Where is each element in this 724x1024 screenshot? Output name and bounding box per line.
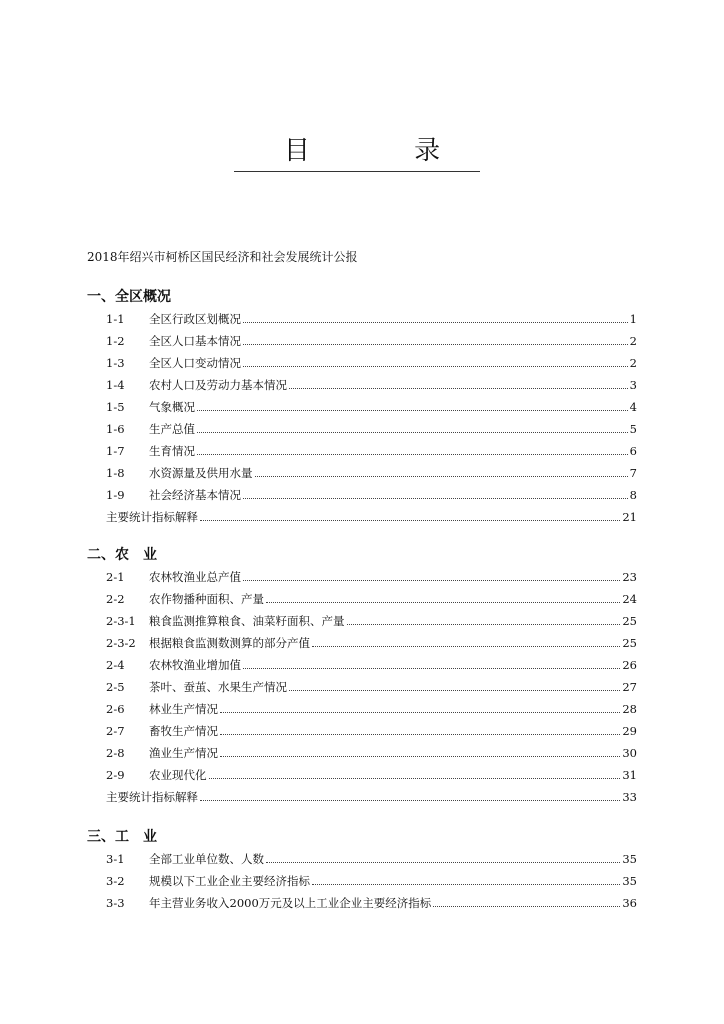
dot-leader (347, 624, 621, 625)
dot-leader (243, 322, 628, 323)
toc-entry-number: 1-1 (106, 312, 125, 326)
dot-leader (255, 476, 628, 477)
toc-entry-number: 1-6 (106, 422, 125, 436)
toc-entry-page: 25 (622, 636, 637, 650)
toc-entry-page: 7 (629, 466, 637, 480)
toc-entry-page: 25 (622, 614, 637, 628)
dot-leader (197, 432, 628, 433)
toc-entry-label: 生育情况 (149, 444, 195, 458)
toc-entry-number: 2-1 (106, 570, 125, 584)
toc-entry-page: 30 (622, 746, 637, 760)
toc-entry-label: 畜牧生产情况 (149, 724, 218, 738)
toc-entry-label: 水资源量及供用水量 (149, 466, 253, 480)
toc-entry-number: 2-7 (106, 724, 125, 738)
toc-entry-number: 2-2 (106, 592, 125, 606)
toc-entry-page: 3 (629, 378, 637, 392)
dot-leader (266, 602, 620, 603)
toc-entry-label: 社会经济基本情况 (149, 488, 241, 502)
dot-leader (243, 580, 620, 581)
toc-entry-number: 1-2 (106, 334, 125, 348)
toc-entry-label: 全区人口变动情况 (149, 356, 241, 370)
dot-leader (243, 498, 628, 499)
toc-entry-label: 生产总值 (149, 422, 195, 436)
toc-entry-label: 林业生产情况 (149, 702, 218, 716)
toc-entry-page: 28 (622, 702, 637, 716)
toc-entry[interactable] (106, 418, 637, 436)
toc-entry-page: 35 (622, 852, 637, 866)
toc-entry-label: 全区行政区划概况 (149, 312, 241, 326)
toc-entry[interactable] (106, 330, 637, 348)
toc-entry[interactable] (106, 720, 637, 738)
section-heading: 三、工 业 (87, 829, 157, 845)
dot-leader (266, 862, 620, 863)
dot-leader (197, 454, 628, 455)
toc-entry-number: 1-9 (106, 488, 125, 502)
toc-entry-page: 23 (622, 570, 637, 584)
toc-entry-page: 26 (622, 658, 637, 672)
toc-entry[interactable] (106, 892, 637, 910)
toc-entry-label: 农业现代化 (149, 768, 207, 782)
toc-entry-label: 粮食监测推算粮食、油菜籽面积、产量 (149, 614, 345, 628)
toc-entry-number: 3-3 (106, 896, 125, 910)
dot-leader (433, 906, 620, 907)
toc-entry[interactable] (106, 610, 637, 628)
toc-entry-page: 31 (622, 768, 637, 782)
dot-leader (220, 734, 620, 735)
toc-entry-number: 2-4 (106, 658, 125, 672)
toc-entry-label: 主要统计指标解释 (106, 510, 198, 524)
toc-entry-number: 2-9 (106, 768, 125, 782)
dot-leader (243, 668, 620, 669)
toc-entry-number: 2-3-1 (106, 614, 136, 628)
toc-entry[interactable] (106, 462, 637, 480)
section-heading: 二、农 业 (87, 547, 157, 563)
toc-entry[interactable] (106, 440, 637, 458)
toc-entry-label: 全部工业单位数、人数 (149, 852, 264, 866)
toc-entry-page: 24 (622, 592, 637, 606)
toc-entry[interactable] (106, 484, 637, 502)
dot-leader (243, 366, 628, 367)
toc-entry-page: 8 (629, 488, 637, 502)
title-underline (234, 171, 480, 172)
toc-entry-label: 气象概况 (149, 400, 195, 414)
toc-entry-label: 根据粮食监测数测算的部分产值 (149, 636, 310, 650)
toc-entry-page: 6 (629, 444, 637, 458)
section-heading: 一、全区概况 (87, 289, 171, 305)
toc-entry-number: 1-3 (106, 356, 125, 370)
toc-entry-page: 33 (622, 790, 637, 804)
toc-entry[interactable] (106, 698, 637, 716)
dot-leader (200, 800, 620, 801)
toc-entry[interactable] (106, 870, 637, 888)
intro-line: 2018年绍兴市柯桥区国民经济和社会发展统计公报 (87, 250, 358, 264)
dot-leader (209, 778, 621, 779)
toc-entry-page: 35 (622, 874, 637, 888)
toc-entry[interactable] (106, 786, 637, 804)
toc-entry[interactable] (106, 374, 637, 392)
toc-entry-page: 29 (622, 724, 637, 738)
toc-entry-label: 主要统计指标解释 (106, 790, 198, 804)
toc-entry-label: 渔业生产情况 (149, 746, 218, 760)
toc-entry-label: 规模以下工业企业主要经济指标 (149, 874, 310, 888)
toc-entry[interactable] (106, 308, 637, 326)
toc-entry[interactable] (106, 588, 637, 606)
toc-entry-label: 农林牧渔业总产值 (149, 570, 241, 584)
toc-entry-page: 27 (622, 680, 637, 694)
toc-entry-label: 农村人口及劳动力基本情况 (149, 378, 287, 392)
dot-leader (220, 712, 620, 713)
toc-entry[interactable] (106, 848, 637, 866)
dot-leader (312, 884, 620, 885)
toc-entry-number: 2-5 (106, 680, 125, 694)
toc-entry[interactable] (106, 352, 637, 370)
toc-entry-number: 1-8 (106, 466, 125, 480)
dot-leader (289, 690, 620, 691)
toc-entry[interactable] (106, 742, 637, 760)
dot-leader (220, 756, 620, 757)
dot-leader (289, 388, 628, 389)
dot-leader (243, 344, 628, 345)
toc-entry[interactable] (106, 676, 637, 694)
toc-entry-page: 36 (622, 896, 637, 910)
toc-entry-number: 2-8 (106, 746, 125, 760)
toc-entry[interactable] (106, 566, 637, 584)
toc-entry-label: 农林牧渔业增加值 (149, 658, 241, 672)
toc-entry[interactable] (106, 396, 637, 414)
toc-entry[interactable] (106, 632, 637, 650)
toc-entry-page: 2 (629, 356, 637, 370)
page-title: 目 录 (283, 136, 489, 166)
toc-entry-number: 2-3-2 (106, 636, 136, 650)
toc-entry-page: 4 (629, 400, 637, 414)
toc-entry[interactable] (106, 654, 637, 672)
dot-leader (200, 520, 620, 521)
toc-entry-number: 1-7 (106, 444, 125, 458)
toc-entry-label: 年主营业务收入2000万元及以上工业企业主要经济指标 (149, 896, 432, 910)
toc-entry[interactable] (106, 506, 637, 524)
toc-entry-page: 1 (629, 312, 637, 326)
toc-entry-number: 2-6 (106, 702, 125, 716)
toc-entry-number: 1-4 (106, 378, 125, 392)
toc-entry[interactable] (106, 764, 637, 782)
toc-entry-label: 农作物播种面积、产量 (149, 592, 264, 606)
toc-entry-page: 5 (629, 422, 637, 436)
toc-entry-number: 3-1 (106, 852, 125, 866)
toc-entry-number: 1-5 (106, 400, 125, 414)
dot-leader (197, 410, 628, 411)
toc-entry-number: 3-2 (106, 874, 125, 888)
toc-entry-label: 茶叶、蚕茧、水果生产情况 (149, 680, 287, 694)
dot-leader (312, 646, 620, 647)
toc-entry-label: 全区人口基本情况 (149, 334, 241, 348)
toc-entry-page: 21 (622, 510, 637, 524)
toc-entry-page: 2 (629, 334, 637, 348)
